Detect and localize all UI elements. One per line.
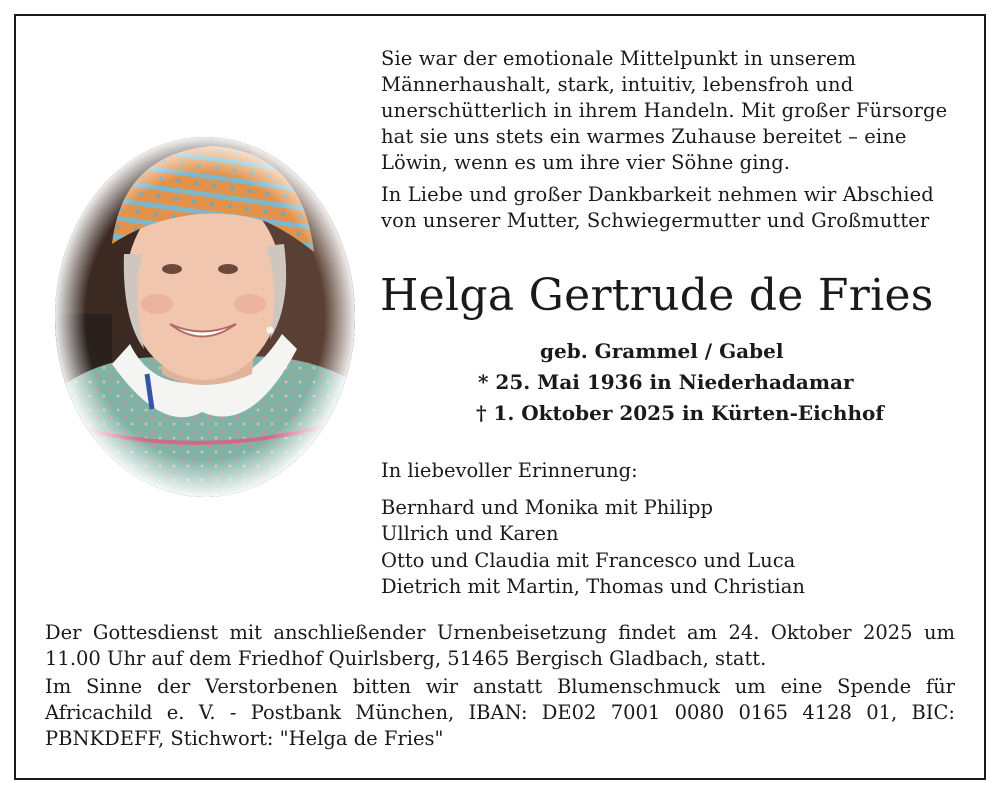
list-item: Dietrich mit Martin, Thomas und Christian <box>381 575 805 598</box>
portrait-photo <box>52 134 358 500</box>
list-item: Ullrich und Karen <box>381 522 559 545</box>
birth-date: * 25. Mai 1936 in Niederhadamar <box>478 370 854 394</box>
deceased-name: Helga Gertrude de Fries <box>380 270 934 321</box>
mourners-list <box>381 495 961 601</box>
funeral-details <box>45 620 955 752</box>
maiden-name: geb. Grammel / Gabel <box>540 339 784 363</box>
mourners-lead: In liebevoller Erinnerung: <box>381 459 638 482</box>
mourners-block <box>381 458 961 601</box>
list-item: Otto und Claudia mit Francesco und Luca <box>381 548 796 572</box>
tribute-paragraph: Sie war der emotionale Mittelpunkt in unserem Männerhaushalt, stark, intuitiv, lebensfroh und unerschütterlich in ihrem Handeln. Mit großer Fürsorge hat sie uns stets ein warmes Zuhause bereitet – eine Löwin, wenn es um ihre vier Söhne ging. <box>381 47 948 174</box>
service-notice: Der Gottesdienst mit anschließender Urnenbeisetzung findet am 24. Oktober 2025 um 11.00 Uhr auf dem Friedhof Quirlsberg, 51465 Bergisch Gladbach, statt. <box>45 621 955 670</box>
intro-text <box>381 46 961 234</box>
death-date: † 1. Oktober 2025 in Kürten-Eichhof <box>476 401 884 425</box>
deceased-dates <box>380 336 900 429</box>
list-item: Bernhard und Monika mit Philipp <box>381 495 713 519</box>
donation-notice: Im Sinne der Verstorbenen bitten wir anstatt Blumenschmuck um eine Spende für Africachild e. V. - Postbank München, IBAN: DE02 7001 0080 0165 4128 01, BIC: PBNKDEFF, Stichwort: "Helga de Fries" <box>45 675 955 750</box>
farewell-paragraph: In Liebe und großer Dankbarkeit nehmen wir Abschied von unserer Mutter, Schwiegermutter und Großmutter <box>381 183 934 232</box>
